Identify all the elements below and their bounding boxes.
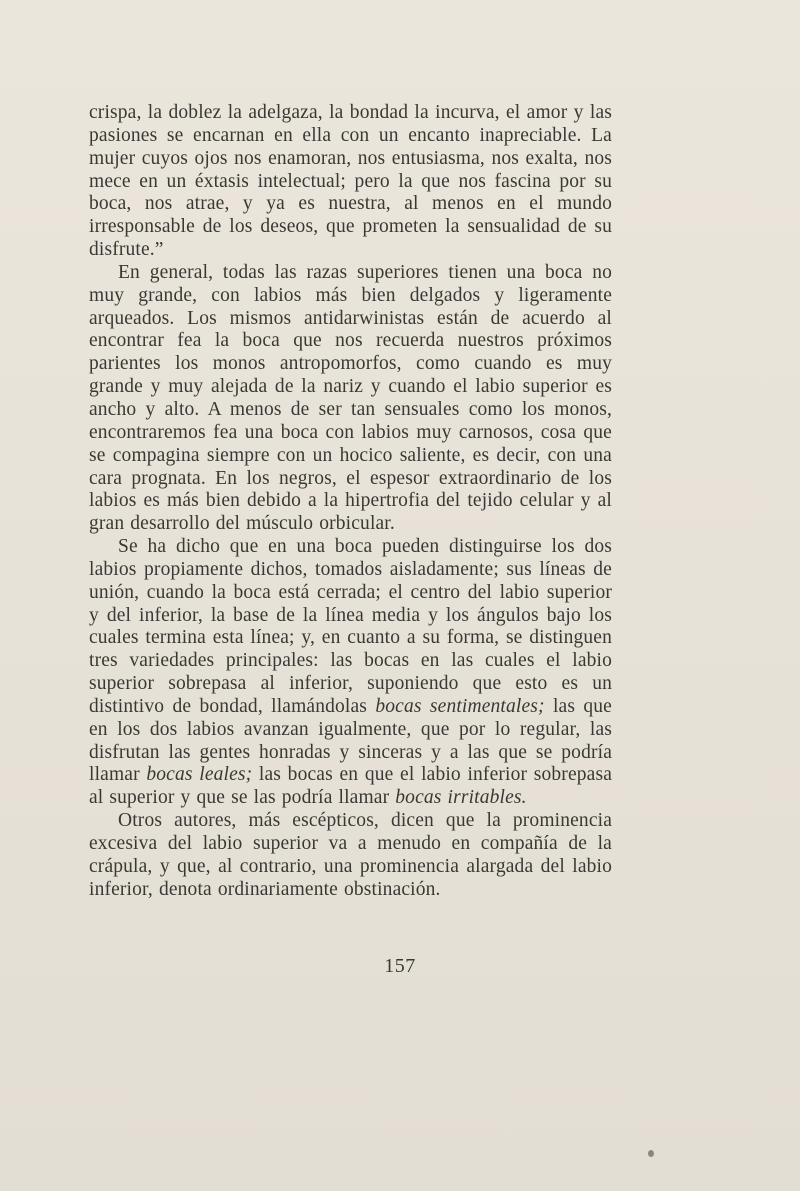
paragraph-1 bbox=[89, 102, 612, 262]
italic-term: bocas irritables. bbox=[395, 787, 527, 809]
paragraph-3 bbox=[89, 536, 612, 810]
paper-speck bbox=[648, 1150, 654, 1157]
paragraph-4 bbox=[89, 810, 612, 901]
italic-term: bocas leales; bbox=[146, 764, 253, 786]
page-number: 157 bbox=[384, 955, 416, 977]
italic-term: bocas sentimentales; bbox=[375, 695, 545, 717]
paragraph-2 bbox=[89, 262, 612, 536]
text-run: En general, todas las razas superiores tienen una boca no muy grande, con labios más bien delgados y ligeramente arqueados. Los mismos antidarwinistas están de acuerdo al encontrar fea la boca que nos recuerda nuestros próximos parientes los monos antropomorfos, como cuando es muy grande y muy alejada de la nariz y cuando el labio superior es ancho y alto. A menos de ser tan sensuales como los monos, encontraremos fea una boca con labios muy carnosos, cosa que se compagina siempre con un hocico saliente, es decir, con una cara prognata. En los negros, el espesor extraordinario de los labios es más bien debido a la hipertrofia del tejido celular y al gran desarrollo del músculo orbicular. bbox=[89, 261, 612, 535]
text-run: Se ha dicho que en una boca pueden distinguirse los dos labios propiamente dichos, tomados aisladamente; sus líneas de unión, cuando la boca está cerrada; el centro del labio superior y del inferior, la base de la línea media y los ángulos bajo los cuales termina esta línea; y, en cuanto a su forma, se distinguen tres variedades principales: las bocas en las cuales el labio superior sobrepasa al inferior, suponiendo que esto es un distintivo de bondad, llamándolas bbox=[89, 536, 612, 717]
text-run: crispa, la doblez la adelgaza, la bondad la incurva, el amor y las pasiones se encarnan en ella con un encanto inapreciable. La mujer cuyos ojos nos enamoran, nos entusiasma, nos exalta, nos mece en un éxtasis intelectual; pero la que nos fascina por su boca, nos atrae, y ya es nuestra, al menos en el mundo irresponsable de los deseos, que prometen la sensualidad de su disfrute.” bbox=[89, 102, 612, 261]
text-run: las bocas en que el labio inferior sobrepasa al superior y que se las podría llamar bbox=[89, 764, 613, 809]
text-run: las que en los dos labios avanzan igualmente, que por lo regular, las disfrutan las gentes honradas y sinceras y a las que se podría llamar bbox=[89, 695, 612, 786]
text-run: Otros autores, más escépticos, dicen que la prominencia excesiva del labio superior va a menudo en compañía de la crápula, y que, al contrario, una prominencia alargada del labio inferior, denota ordinariamente obstinación. bbox=[89, 810, 612, 900]
body-text bbox=[89, 102, 612, 902]
